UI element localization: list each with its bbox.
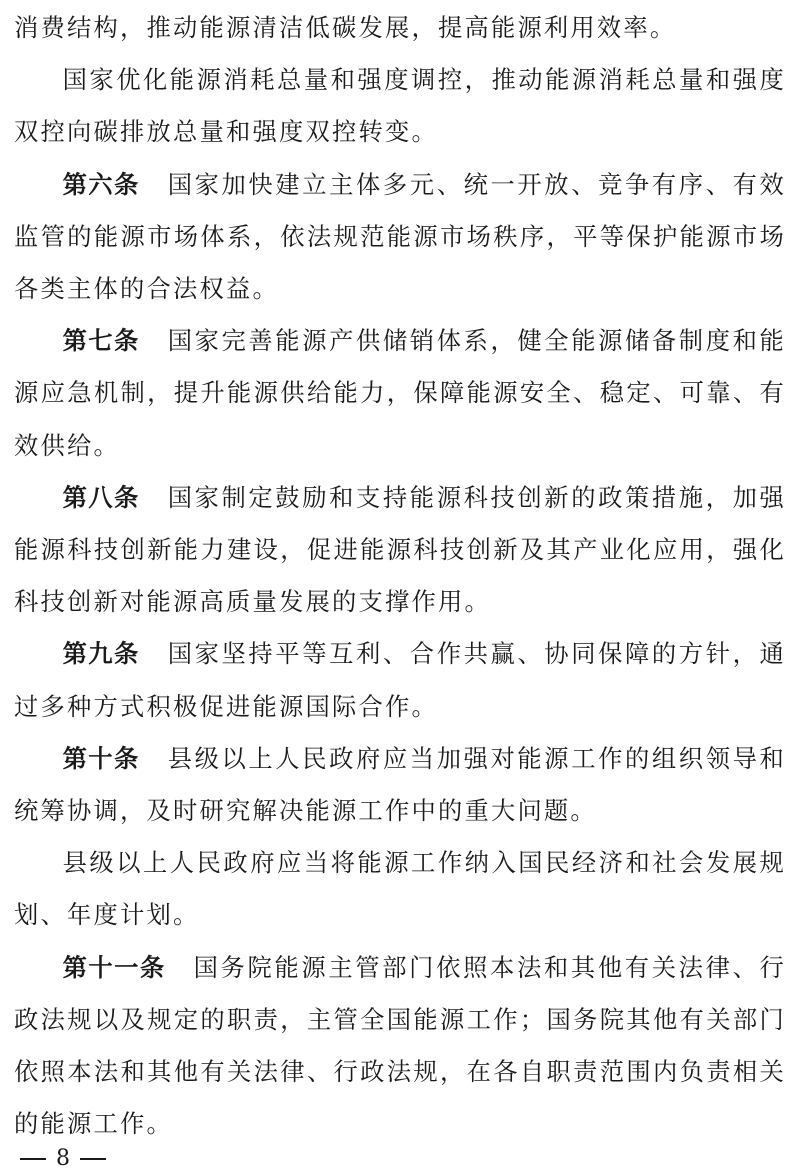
article-paragraph	[14, 733, 786, 837]
article-number: 第十条	[62, 743, 140, 773]
paragraph-text: 国家优化能源消耗总量和强度调控，推动能源消耗总量和强度双控向碳排放总量和强度双控转变。	[14, 65, 786, 147]
article-number: 第九条	[62, 639, 140, 669]
article-number: 第八条	[62, 482, 140, 512]
article-number: 第六条	[62, 169, 140, 199]
article-number: 第十一条	[62, 952, 166, 982]
article-paragraph	[14, 942, 786, 1151]
paragraph-text: 国务院能源主管部门依照本法和其他有关法律、行政法规以及规定的职责，主管全国能源工作；国务院其他有关部门依照本法和其他有关法律、行政法规，在各自职责范围内负责相关的能源工作。	[14, 952, 786, 1139]
document-body	[14, 2, 786, 1150]
paragraph-text: 国家坚持平等互利、合作共赢、协同保障的方针，通过多种方式积极促进能源国际合作。	[14, 639, 786, 721]
paragraph-text: 消费结构，推动能源清洁低碳发展，提高能源利用效率。	[14, 13, 677, 42]
article-paragraph	[14, 159, 786, 316]
article-paragraph	[14, 628, 786, 732]
page-footer	[20, 1146, 106, 1172]
article-paragraph	[14, 315, 786, 472]
footer-dash-right	[80, 1158, 106, 1160]
paragraph-text: 国家加快建立主体多元、统一开放、竞争有序、有效监管的能源市场体系，依法规范能源市场秩序，平等保护能源市场各类主体的合法权益。	[14, 169, 786, 304]
paragraph-text: 国家完善能源产供储销体系，健全能源储备制度和能源应急机制，提升能源供给能力，保障能源安全、稳定、可靠、有效供给。	[14, 326, 786, 460]
page-number: 8	[56, 1146, 70, 1171]
paragraph	[14, 837, 786, 941]
paragraph	[14, 54, 786, 158]
paragraph-text: 县级以上人民政府应当将能源工作纳入国民经济和社会发展规划、年度计划。	[14, 848, 786, 930]
paragraph-text: 县级以上人民政府应当加强对能源工作的组织领导和统筹协调，及时研究解决能源工作中的重大问题。	[14, 743, 786, 826]
paragraph-text: 国家制定鼓励和支持能源科技创新的政策措施，加强能源科技创新能力建设，促进能源科技创新及其产业化应用，强化科技创新对能源高质量发展的支撑作用。	[14, 482, 786, 617]
article-paragraph	[14, 472, 786, 629]
article-number: 第七条	[62, 326, 140, 356]
paragraph	[14, 2, 786, 54]
footer-dash-left	[20, 1158, 46, 1160]
